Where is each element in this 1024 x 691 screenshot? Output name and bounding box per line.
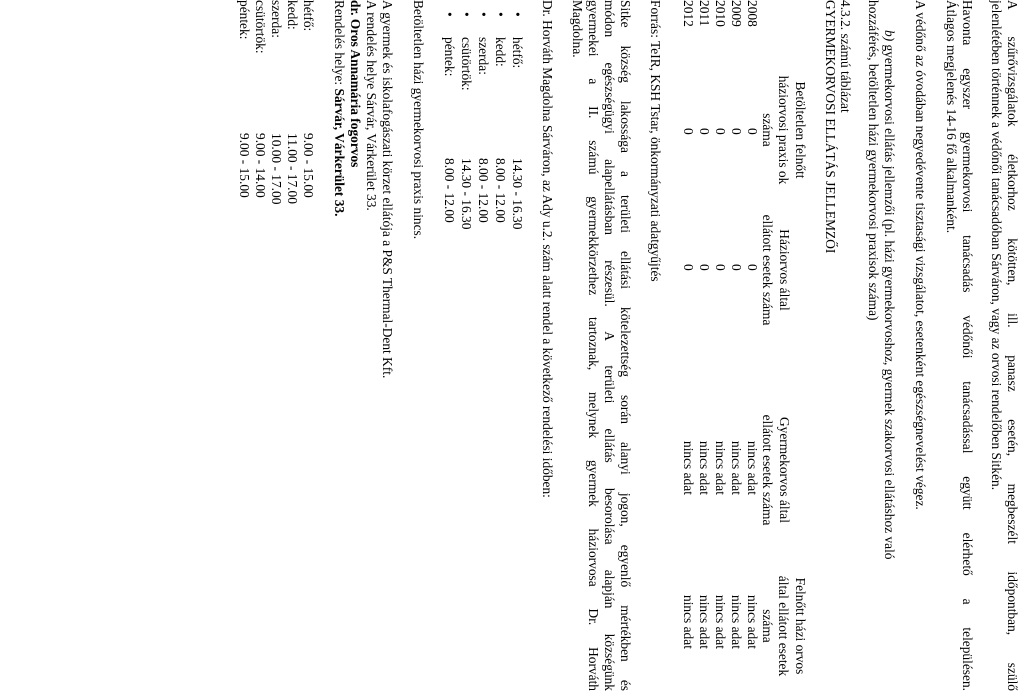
row-cell-4: nincs adat	[713, 595, 728, 649]
paragraph-2-line-1: Havonta egyszer gyermekorvosi tanácsadás védőnői tanácsadással együtt elérhető a településen.	[960, 0, 975, 691]
paragraph-1-line-1: A szűrővizsgálatok életkorhoz kötötten, ill. panasz esetén, megbeszélt időpontban, szülő	[1005, 0, 1020, 691]
dental-line-2: A rendelés helye Sárvár, Várkerület 33.	[364, 0, 379, 211]
dental-location	[330, 0, 347, 216]
schedule-time: 9.00 - 15.00	[237, 133, 252, 198]
row-year: 2010	[713, 0, 728, 27]
table-header-col-2	[759, 200, 792, 340]
schedule-day: kedd:	[285, 0, 300, 30]
schedule-time: 10.00 - 17.00	[269, 133, 284, 205]
dentist-name: dr. Oros Annamária fogorvos	[348, 0, 363, 168]
schedule-time: 14.30 - 16.30	[459, 158, 474, 230]
section-b-line-2: hozzáférés, betöltetlen házi gyermekorvosi praxisok száma)	[866, 0, 881, 321]
row-cell-1: 0	[681, 128, 696, 135]
dental-location-prefix: Rendelés helye:	[332, 0, 347, 89]
row-cell-3: nincs adat	[729, 441, 744, 495]
schedule-time: 9.00 - 15.00	[301, 133, 316, 198]
schedule-time: 11.00 - 17.00	[285, 133, 300, 204]
schedule-day: kedd:	[493, 37, 508, 67]
header-col-1-line-3: száma	[759, 113, 775, 147]
row-cell-4: nincs adat	[729, 595, 744, 649]
schedule-time: 9.00 - 14.00	[253, 133, 268, 198]
row-cell-3: nincs adat	[745, 441, 760, 495]
row-cell-1: 0	[713, 128, 728, 135]
schedule-day: hétfő:	[510, 37, 525, 69]
row-cell-3: nincs adat	[697, 441, 712, 495]
section-b-line-1	[880, 30, 897, 560]
doctor-hours-intro: Dr. Horváth Magdolna Sárváron, az Ady u.2. szám alatt rendel a következő rendelési időben:	[540, 0, 555, 498]
row-year: 2012	[681, 0, 696, 27]
row-cell-2: 0	[681, 264, 696, 271]
row-cell-2: 0	[745, 264, 760, 271]
row-cell-4: nincs adat	[697, 595, 712, 649]
row-year: 2009	[729, 0, 744, 27]
header-col-3-line-1: Gyermekorvos által	[777, 417, 792, 523]
table-source: Forrás: TeIR, KSH Tstar, önkormányzati adatgyűjtés	[648, 0, 663, 282]
paragraph-4-line-2: módon egészségügyi alapellátásban részesül. A területi ellátás besorolása alapján községünk	[602, 0, 617, 691]
header-col-4-line-3: száma	[759, 609, 775, 643]
dental-location-address: Sárvár, Várkerület 33.	[332, 88, 347, 217]
row-cell-2: 0	[713, 264, 728, 271]
dental-line-1: A gyermek és iskolafogászati körzet ellátója a P&S Thermal-Dent Kft.	[380, 0, 395, 379]
header-col-3-line-2: ellátott esetek száma	[760, 414, 776, 526]
paragraph-4-line-4: Magdolna.	[570, 0, 585, 58]
table-number: 4.3.2. számú táblázat	[838, 0, 853, 113]
schedule-day: péntek:	[237, 0, 252, 40]
table-header-col-3	[759, 400, 792, 540]
schedule-day: szerda:	[269, 0, 284, 38]
row-year: 2008	[745, 0, 760, 27]
row-cell-3: nincs adat	[713, 441, 728, 495]
row-cell-2: 0	[697, 264, 712, 271]
paragraph-3: A védőnő az óvodában negyedévente tisztasági vizsgálatot, esetenként egészségnevelést végez.	[913, 0, 928, 510]
header-col-2-line-1: Háziorvos által	[777, 229, 792, 311]
header-col-2-line-2: ellátott esetek száma	[760, 214, 776, 326]
paragraph-4-line-3: gyermekei a II. számú gyermekkörzethez tartoznak, melynek gyermek háziorvosa Dr. Horváth	[586, 0, 601, 691]
row-cell-4: nincs adat	[681, 595, 696, 649]
schedule-time: 8.00 - 12.00	[493, 158, 508, 223]
schedule-time: 8.00 - 12.00	[476, 158, 491, 223]
header-col-4-line-1: Felnőtt házi orvos	[793, 577, 808, 675]
bullet-icon: •	[476, 12, 491, 17]
schedule-time: 8.00 - 12.00	[442, 158, 457, 223]
row-cell-3: nincs adat	[681, 441, 696, 495]
schedule-time: 14.30 - 16.30	[510, 158, 525, 230]
row-cell-2: 0	[729, 264, 744, 271]
bullet-icon: •	[442, 12, 457, 17]
row-cell-4: nincs adat	[745, 595, 760, 649]
header-col-1-line-1: Betöltetlen felnőtt	[793, 81, 808, 179]
section-b-line-1-text: gyermekorvosi ellátás jellemzői (pl. házi gyermekorvoshoz, gyermek szakorvosi ellátáshoz való	[882, 41, 897, 560]
table-title: GYERMEKORVOSI ELLÁTÁS JELLEMZŐI	[823, 0, 838, 254]
schedule-day: péntek:	[442, 37, 457, 77]
section-b-letter: b)	[882, 30, 897, 42]
header-col-4-line-2: által ellátott esetek	[776, 575, 792, 677]
schedule-day: szerda:	[476, 37, 491, 75]
schedule-day: csütörtök:	[459, 37, 474, 91]
row-cell-1: 0	[697, 128, 712, 135]
paragraph-4-line-1: Sitke község lakossága a területi ellátási kötelezettség során alanyi jogon, egyenlő mértékben és	[618, 0, 633, 691]
no-vacancy-note: Betöltetlen házi gyermekorvosi praxis nincs.	[411, 0, 426, 240]
bullet-icon: •	[510, 12, 525, 17]
table-header-col-4	[758, 562, 808, 690]
table-header-col-1	[758, 60, 808, 200]
bullet-icon: •	[493, 12, 508, 17]
bullet-icon: •	[459, 12, 474, 17]
schedule-day: hétfő:	[301, 0, 316, 32]
row-cell-1: 0	[729, 128, 744, 135]
header-col-1-line-2: háziorvosi praxis ok	[776, 75, 792, 185]
schedule-day: csütörtök:	[253, 0, 268, 54]
paragraph-1-line-2: jelenlétében történnek a védőnői tanácsadóban Sárváron, vagy az orvosi rendelőben Sitkén.	[989, 0, 1004, 491]
row-year: 2011	[697, 0, 712, 27]
paragraph-2-line-2: Átlagos megjelenés 14-16 fő alkalmanként.	[944, 0, 959, 234]
row-cell-1: 0	[745, 128, 760, 135]
